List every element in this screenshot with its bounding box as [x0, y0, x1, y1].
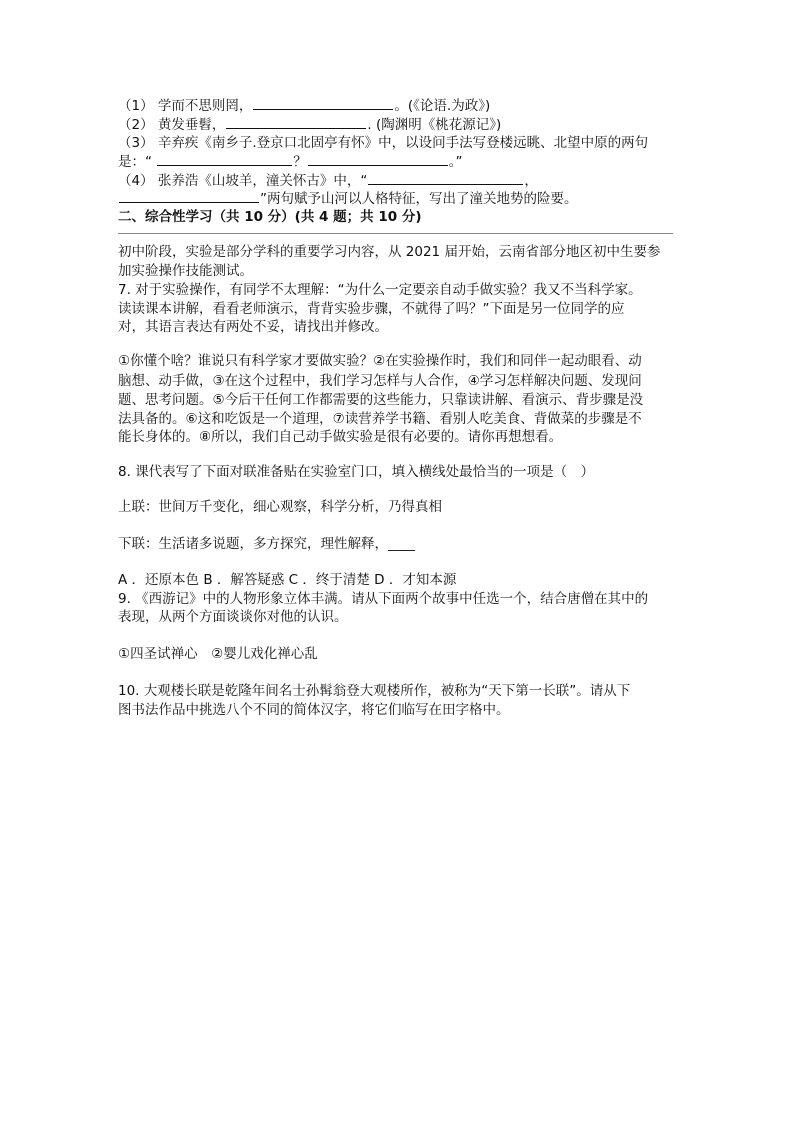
answer-blank[interactable] [157, 152, 292, 166]
item-number: （3） [118, 135, 154, 151]
divider [118, 233, 673, 234]
q7-line-1: 7. 对于实验操作，有同学不太理解：“为什么一定要亲自动手做实验？我又不当科学家。 [118, 282, 642, 298]
q9-line-1: 9. 《西游记》中的人物形象立体丰满。请从下面两个故事中任选一个，结合唐僧在其中的 [118, 591, 649, 607]
poem-text: ”两句赋予山河以人格特征，写出了潼关地势的险要。 [260, 191, 578, 207]
q8-question: 8. 课代表写了下面对联准备贴在实验室门口，填入横线处最恰当的一项是（ ） [118, 464, 595, 480]
poem-text: 黄发垂髫， [157, 117, 226, 133]
section-heading: 二、综合性学习（共 10 分）(共 4 题；共 10 分) [118, 209, 422, 225]
item-number: （4） [118, 173, 154, 189]
poem-text: 张养浩《山坡羊，潼关怀古》中，“ [157, 173, 368, 189]
q10-line-2: 图书法作品中挑选八个不同的简体汉字，将它们临写在田字格中。 [118, 702, 510, 718]
q7-passage-3: 题、思考问题。⑤今后干任何工作都需要的这些能力，只靠读讲解、看演示、背步骤是没 [118, 392, 644, 408]
q10-line-1: 10. 大观楼长联是乾隆年间名士孙髯翁登大观楼所作，被称为“天下第一长联”。请从下 [118, 683, 631, 699]
answer-blank[interactable] [308, 152, 448, 166]
answer-blank[interactable] [119, 189, 259, 203]
answer-blank[interactable] [368, 171, 523, 185]
q7-line-3: 对，其语言表达有两处不妥，请找出并修改。 [118, 319, 388, 335]
intro-line-1: 初中阶段，实验是部分学科的重要学习内容，从 2021 届开始，云南省部分地区初中生要参 [118, 244, 661, 260]
q8-options: A ．还原本色 B ．解答疑惑 C ．终于清楚 D ．才知本源 [118, 572, 457, 588]
q7-passage-4: 法具备的。⑥这和吃饭是一个道理，⑦读营养学书籍、看别人吃美食、背做菜的步骤是不 [118, 411, 642, 427]
q-poem-4 [118, 171, 538, 190]
q9-line-2: 表现，从两个方面谈谈你对他的认识。 [118, 609, 348, 625]
q7-passage-2: 脑想、动手做，③在这个过程中，我们学习怎样与人合作，④学习怎样解决问题、发现问 [118, 373, 642, 389]
q-poem-4-cont [118, 189, 578, 208]
poem-source: . (陶渊明《桃花源记》) [367, 117, 502, 133]
q-poem-2 [118, 115, 501, 134]
poem-source: 。(《论语.为政》) [394, 98, 491, 114]
q8-lower-couplet: 下联：生活诸多说题，多方探究，理性解释，____ [118, 536, 415, 552]
item-number: （1） [118, 98, 154, 114]
poem-text: 。” [448, 154, 463, 170]
q-poem-3 [118, 134, 648, 152]
q-poem-1 [118, 96, 490, 115]
q-poem-3-cont [118, 152, 463, 171]
answer-blank[interactable] [253, 96, 393, 110]
q7-passage-5: 能长身体的。⑧所以，我们自己动手做实验是很有必要的。请你再想想看。 [118, 429, 563, 445]
q9-choices: ①四圣试禅心 ②婴儿戏化禅心乱 [118, 646, 318, 662]
poem-text: 辛弃疾《南乡子.登京口北固亭有怀》中，以设问手法写登楼远眺、北望中原的两句 [157, 135, 649, 151]
q7-line-2: 读读课本讲解，看看老师演示，背背实验步骤，不就得了吗？”下面是另一位同学的应 [118, 301, 625, 317]
poem-text: 学而不思则罔， [157, 98, 253, 114]
item-number: （2） [118, 117, 154, 133]
intro-line-2: 加实验操作技能测试。 [118, 263, 253, 279]
q7-passage-1: ①你懂个啥？谁说只有科学家才要做实验？②在实验操作时，我们和同伴一起动眼看、动 [118, 353, 642, 369]
poem-text: 是：“ [118, 154, 152, 170]
answer-blank[interactable] [226, 115, 366, 129]
poem-text: ， [524, 173, 538, 189]
q8-upper-couplet: 上联：世间万千变化，细心观察，科学分析，乃得真相 [118, 499, 442, 515]
poem-text: ？ [293, 154, 307, 170]
